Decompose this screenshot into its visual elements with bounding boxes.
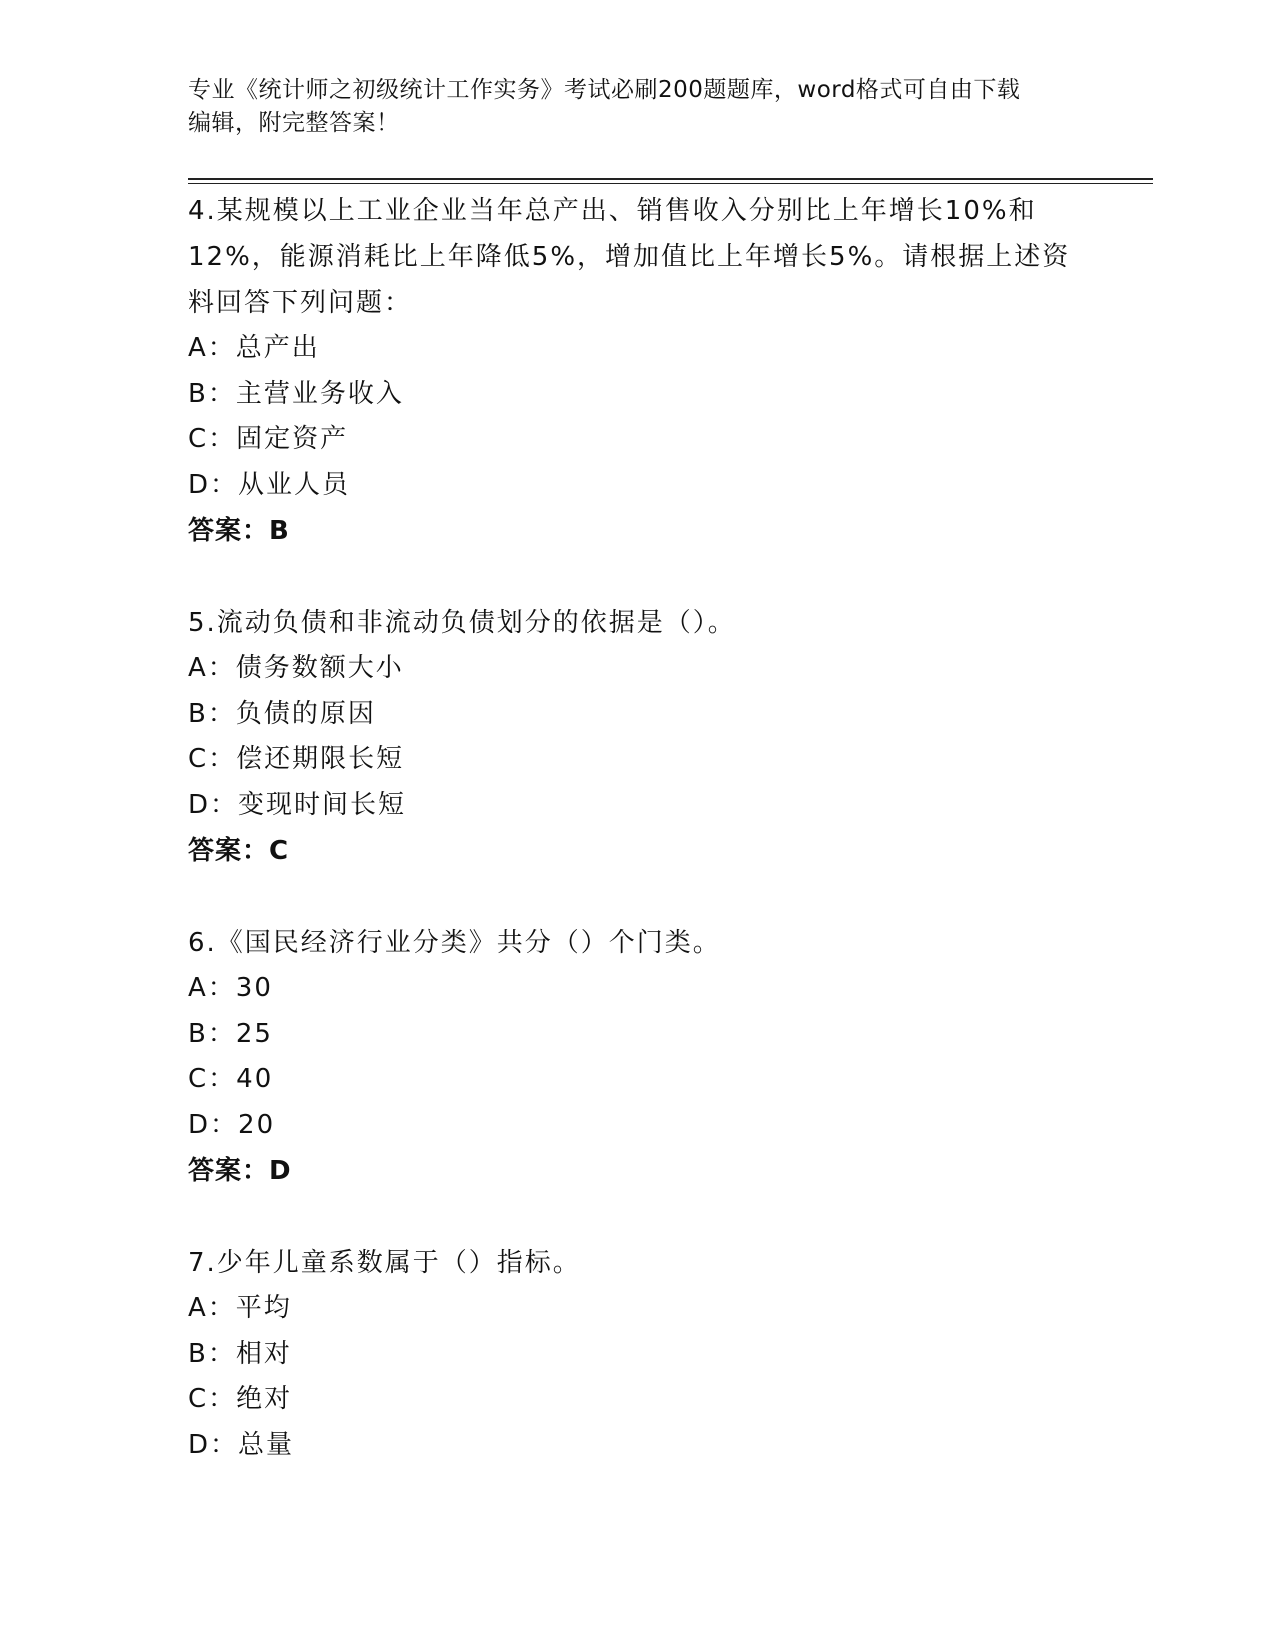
question-stem-line: 4.某规模以上工业企业当年总产出、销售收入分别比上年增长10%和 [188,196,1037,226]
option-a: A：30 [188,973,273,1003]
option-b: B：相对 [188,1338,292,1369]
question-stem-line: 12%，能源消耗比上年降低5%，增加值比上年增长5%。请根据上述资 [188,242,1071,272]
option-c: C：固定资产 [188,424,349,454]
option-b: B：主营业务收入 [188,378,404,409]
question-4 [188,188,1088,554]
answer-label: 答案：B [188,516,290,546]
option-d: D：20 [188,1109,276,1140]
option-a: A：债务数额大小 [188,653,404,683]
answer-label: 答案：C [188,836,290,866]
question-stem-line: 5.流动负债和非流动负债划分的依据是（）。 [188,608,736,638]
question-list [188,188,1088,1468]
option-c: C：40 [188,1064,274,1094]
answer-label: 答案：D [188,1156,292,1186]
option-b: B：负债的原因 [188,698,376,729]
option-d: D：总量 [188,1429,295,1460]
option-c: C：偿还期限长短 [188,744,405,774]
document-header [188,74,1088,140]
spacer [188,1194,1088,1240]
question-stem-line: 料回答下列问题： [188,288,413,318]
header-divider-thick [188,178,1153,180]
spacer [188,874,1088,920]
header-line-1: 专业《统计师之初级统计工作实务》考试必刷200题题库，word格式可自由下载 [188,77,1021,103]
option-a: A：总产出 [188,333,320,363]
question-7 [188,1240,1088,1468]
header-divider-thin [188,183,1153,184]
header-line-2: 编辑，附完整答案！ [188,110,400,136]
spacer [188,554,1088,600]
option-d: D：变现时间长短 [188,789,407,820]
question-stem-line: 7.少年儿童系数属于（）指标。 [188,1248,581,1278]
question-5 [188,600,1088,874]
question-6 [188,920,1088,1194]
option-c: C：绝对 [188,1384,293,1414]
option-b: B：25 [188,1018,273,1049]
option-a: A：平均 [188,1293,292,1323]
option-d: D：从业人员 [188,469,351,500]
question-stem-line: 6.《国民经济行业分类》共分（）个门类。 [188,928,721,958]
